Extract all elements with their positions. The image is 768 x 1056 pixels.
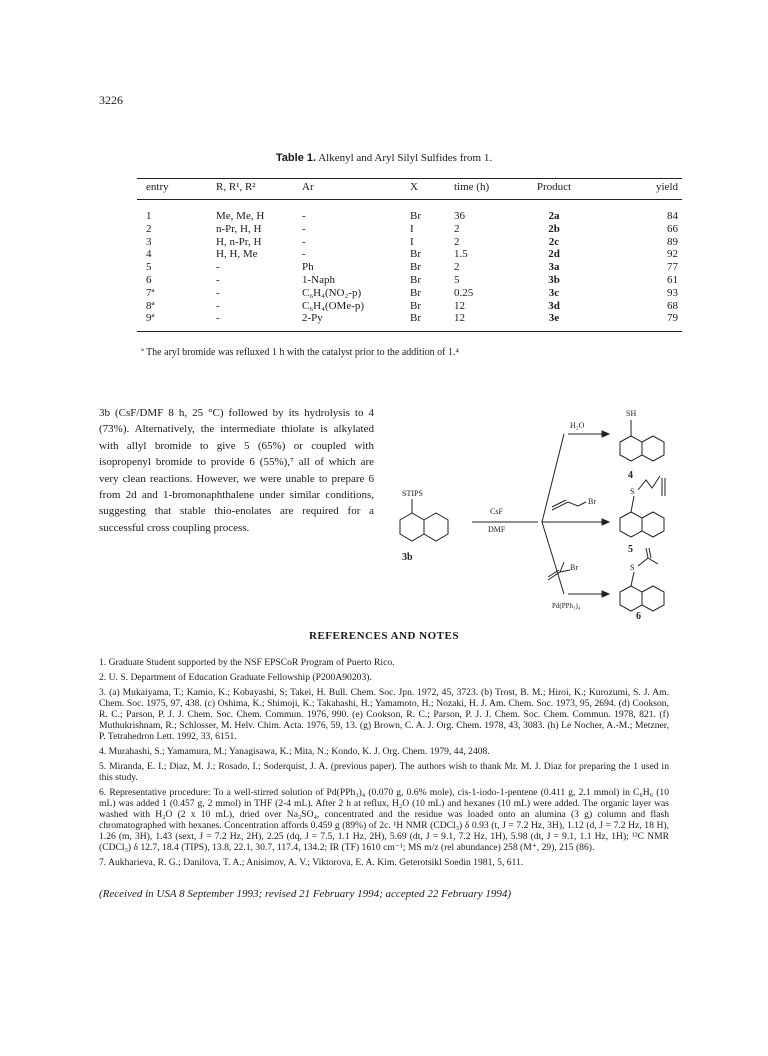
reference-item: 4. Murahashi, S.; Yamamura, M.; Yanagisawa, K.; Mita, N.; Kondo, K. J. Org. Chem. 1979, 44, 2408. — [99, 746, 490, 757]
cell-substituents: n-Pr, H, H — [216, 222, 262, 235]
naphthalene-4-structure — [620, 420, 664, 461]
reference-item: 1. Graduate Student supported by the NSF EPSCoR Program of Puerto Rico. — [99, 657, 395, 668]
naphthalene-5-structure — [620, 476, 665, 537]
reagent-bottom-label: DMF — [488, 525, 506, 534]
cell-time: 0.25 — [454, 286, 474, 299]
cell-substituents: Me, Me, H — [216, 210, 265, 222]
cell-ar: - — [302, 235, 306, 248]
cell-time: 2 — [454, 222, 460, 235]
cell-product: 3d — [548, 299, 560, 312]
cell-substituents: - — [216, 273, 220, 286]
cell-entry: 1 — [146, 210, 152, 222]
header-ar: Ar — [302, 179, 410, 200]
header-x: X — [410, 179, 454, 200]
reference-item: 5. Miranda, E. I.; Diaz, M. J.; Rosado, I.; Soderquist, J. A. (previous paper). The authors wish to thank Mr. M. J. Diaz for preparing the 1 used in this study. — [99, 761, 669, 783]
start-compound-label: 3b — [402, 552, 413, 563]
cell-time: 1.5 — [454, 248, 468, 261]
cell-x: I — [410, 235, 414, 248]
cell-yield: 61 — [667, 273, 678, 286]
reference-item: 7. Aukharieva, R. G.; Danilova, T. A.; Anisimov, A. V.; Viktorova, E. A. Kim. Geterotsikl Soedin 1981, 5, 611. — [99, 857, 524, 868]
cell-time: 5 — [454, 273, 460, 286]
cell-x: I — [410, 222, 414, 235]
product-2-label: 5 — [628, 544, 633, 555]
cell-yield: 66 — [667, 222, 678, 235]
results-table — [137, 178, 682, 332]
product-2-group: S — [630, 487, 635, 496]
naphthalene-6-structure — [620, 548, 664, 611]
cell-substituents: H, H, Me — [216, 248, 258, 261]
cell-product: 2a — [548, 210, 560, 222]
table-caption-text: Alkenyl and Aryl Silyl Sulfides from 1. — [318, 152, 493, 164]
cell-product: 3a — [548, 261, 560, 274]
cell-product: 2b — [548, 222, 560, 235]
naphthalene-3b-structure — [400, 499, 448, 541]
cell-x: Br — [410, 261, 421, 274]
cell-entry: 3 — [146, 235, 152, 248]
cell-product: 3c — [548, 286, 560, 299]
table-row — [137, 261, 682, 274]
cell-ar: Ph — [302, 261, 314, 274]
header-time: time (h) — [454, 179, 514, 200]
table-footnote: ª The aryl bromide was refluxed 1 h with the catalyst prior to the addition of 1.⁴ — [141, 347, 459, 358]
cell-entry: 7ª — [146, 286, 155, 299]
start-group-label: STIPS — [402, 489, 423, 498]
cell-ar: - — [302, 222, 306, 235]
reference-item: 3. (a) Mukaiyama, T.; Kamio, K.; Kobayashi, S; Takei, H. Bull. Chem. Soc. Jpn. 1972, 45, 3723. (b) Trost, B. M.; Hiroi, K.; Kurozumi, S. J. Am. Chem. Soc. 1975, 97, 438. (c) Oshima, K.; Shimoji, K.; Takahashi, H.; Yamamoto, H.; Nozaki, H. J. Am. Chem. Soc. 1973, 95, 2694. (d) Cookson, R. C.; Parson, P. J. J. Chem. Soc. Chem. Commun. 1976, 990. (e) Cookson, R. C.; Parson, P. J. J. Chem. Soc. Chem. Commun. 1978, 821. (f) Muthukrishnam, R.; Schlosser, M. Helv. Chim. Acta. 1976, 59, 13. (g) Brown, C. A. J. Org. Chem. 1978, 43, 3083. (h) Le Nocher, A.-M.; Metzner, P. Tetrahedron Lett. 1992, 33, 6151. — [99, 687, 669, 742]
cell-x: Br — [410, 210, 421, 222]
branch-3-catalyst: Pd(PPh₃)₄ — [552, 602, 581, 610]
cell-substituents: - — [216, 286, 220, 299]
header-yield: yield — [594, 179, 682, 200]
cell-time: 2 — [454, 235, 460, 248]
cell-ar: - — [302, 248, 306, 261]
cell-time: 12 — [454, 312, 514, 331]
cell-entry: 8ª — [146, 299, 155, 312]
branch-2-reagent: Br — [588, 497, 596, 506]
reference-item: 6. Representative procedure: To a well-stirred solution of Pd(PPh₃)₄ (0.070 g, 0.6% mole), cis-1-iodo-1-pentene (0.411 g, 2.1 mmol) in C₆H₆ (10 mL) was added 1 (0.457 g, 2 mmol) in THF (2-4 mL). After 2 h at reflux, H₂O (10 mL) and hexanes (10 mL) were added. The organic layer was washed with H₂O (2 x 10 mL), dried over Na₂SO₄, concentrated and the residue was loaded onto an alumina (3 g) column and flash chromatographed with hexanes. Concentration affords 0.459 g (89%) of 2c. ¹H NMR (CDCl₃) δ 0.93 (t, J = 7.2 Hz, 3H), 1.12 (d, J = 7.2 Hz, 18 H), 1.26 (m, 3H), 1.43 (sext, J = 7.2 Hz, 2H), 2.25 (dq, J = 7.5, 1.1 Hz, 2H), 5.69 (dt, J = 9.1, 7.2 Hz, 1H), 5.98 (dt, J = 9.1, 1.1 Hz, 1H); ¹³C NMR (CDCl₃) δ 12.7, 18.4 (TIPS), 13.8, 22.1, 30.7, 117.4, 134.2; IR (TF) 1610 cm⁻¹; MS m/z (rel abundance) 258 (M⁺, 29), 215 (86). — [99, 787, 669, 853]
table-header-row — [137, 179, 682, 200]
allyl-bromide-structure — [552, 502, 586, 510]
cell-x: Br — [410, 248, 421, 261]
header-product: Product — [514, 179, 594, 200]
cell-entry: 6 — [146, 273, 152, 286]
product-3-group: S — [630, 563, 635, 572]
cell-ar: C₆H₄(NO₂-p) — [302, 286, 362, 299]
cell-substituents: - — [216, 299, 220, 312]
cell-entry: 9ª — [137, 312, 216, 331]
body-paragraph: 3b (CsF/DMF 8 h, 25 °C) followed by its hydrolysis to 4 (73%). Alternatively, the intermediate thiolate is alkylated with allyl bromide to give 5 (65%) or coupled with isopropenyl bromide to provide 6 (55%),⁷ all of which are very clean reactions. However, we were unable to prepare 6 from 2d and 1-bromonaphthalene under similar conditions, suggesting that stable thio-enolates are required for a successful cross coupling process. — [99, 407, 374, 534]
cell-yield: 89 — [667, 235, 678, 248]
table-row — [137, 236, 682, 249]
product-1-label: 4 — [628, 470, 633, 481]
cell-time: 36 — [454, 210, 465, 222]
cell-product: 3b — [548, 273, 560, 286]
table-row — [137, 223, 682, 236]
table-label: Table 1. — [275, 152, 317, 164]
cell-ar: 1-Naph — [302, 273, 335, 286]
table-row — [137, 274, 682, 287]
table-row — [137, 248, 682, 261]
references-list — [99, 657, 669, 872]
cell-ar: 2-Py — [302, 312, 410, 331]
cell-substituents: - — [216, 261, 220, 274]
cell-product: 3e — [514, 312, 594, 331]
reaction-scheme — [380, 398, 670, 620]
header-entry: entry — [137, 179, 216, 200]
cell-substituents: - — [216, 312, 302, 331]
cell-entry: 4 — [146, 248, 152, 261]
cell-yield: 92 — [667, 248, 678, 261]
cell-time: 2 — [454, 261, 460, 274]
reagent-top-label: CsF — [490, 507, 503, 516]
cell-entry: 5 — [146, 261, 152, 274]
cell-x: Br — [410, 273, 421, 286]
cell-substituents: H, n-Pr, H — [216, 235, 262, 248]
table-row — [137, 300, 682, 313]
table-caption — [0, 152, 768, 164]
cell-ar: C₆H₄(OMe-p) — [302, 299, 365, 312]
branch-line-1 — [542, 434, 564, 522]
product-3-label: 6 — [636, 611, 641, 620]
product-1-group: SH — [626, 409, 637, 418]
references-heading: REFERENCES AND NOTES — [309, 630, 459, 642]
cell-yield: 93 — [667, 286, 678, 299]
cell-yield: 79 — [594, 312, 682, 331]
table-row — [137, 312, 682, 331]
cell-yield: 84 — [667, 210, 678, 222]
branch-3-reagent: Br — [570, 563, 578, 572]
cell-yield: 68 — [667, 299, 678, 312]
branch-1-reagent: H₂O — [570, 421, 585, 430]
header-substituents: R, R¹, R² — [216, 179, 302, 200]
cell-time: 12 — [454, 299, 465, 312]
cell-entry: 2 — [146, 222, 152, 235]
table-row — [137, 200, 682, 223]
cell-x: Br — [410, 286, 421, 299]
table-row — [137, 287, 682, 300]
cell-product: 2d — [548, 248, 560, 261]
page-number: 3226 — [99, 93, 123, 107]
cell-x: Br — [410, 299, 421, 312]
cell-yield: 77 — [667, 261, 678, 274]
received-dates: (Received in USA 8 September 1993; revised 21 February 1994; accepted 22 February 1994) — [99, 888, 512, 900]
branch-line-3 — [542, 522, 564, 594]
reference-item: 2. U. S. Department of Education Graduate Fellowship (P200A90203). — [99, 672, 372, 683]
cell-product: 2c — [548, 235, 560, 248]
cell-x: Br — [410, 312, 454, 331]
cell-ar: - — [302, 210, 306, 222]
